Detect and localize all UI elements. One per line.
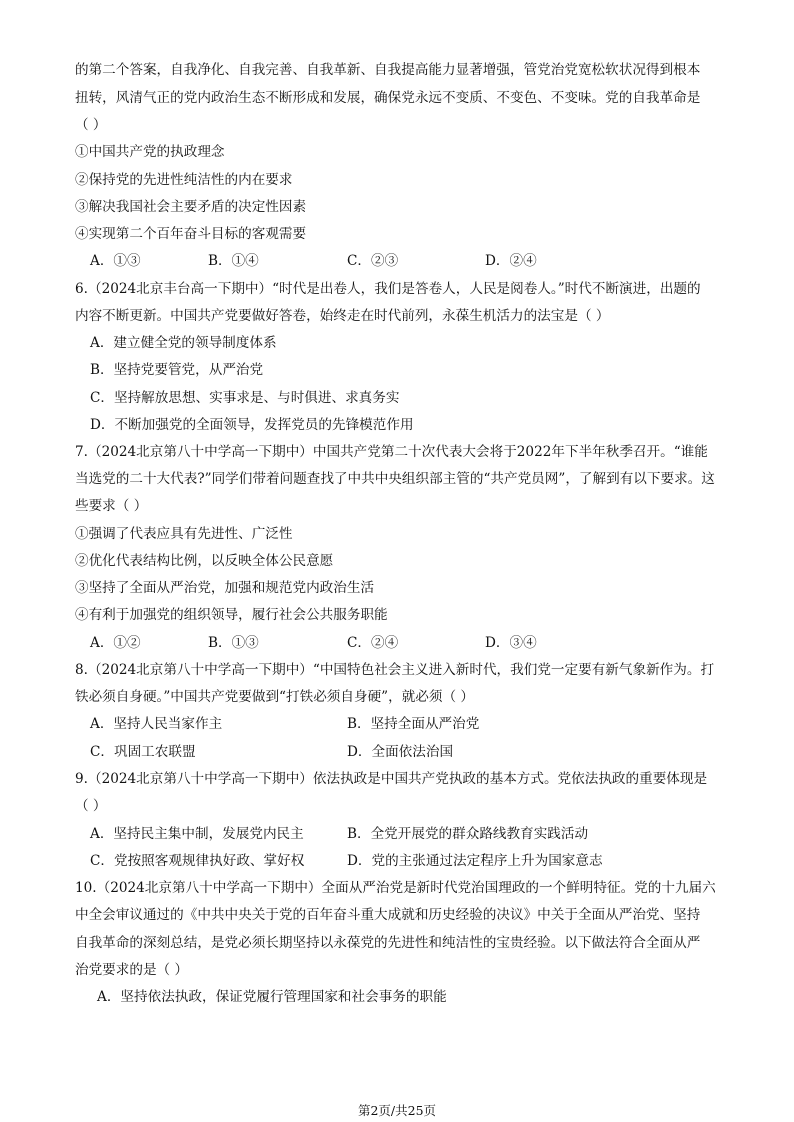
question-10-stem: 自我革命的深刻总结，是党必须长期坚持以永葆党的先进性和纯洁性的宝贵经验。以下做法符合全面从严 xyxy=(75,935,701,951)
question-8-stem: 8.（2024北京第八十中学高一下期中）“中国特色社会主义进入新时代，我们党一定要有新气象新作为。打 xyxy=(75,662,715,678)
question-text-line: 的第二个答案，自我净化、自我完善、自我革新、自我提高能力显著增强，管党治党宽松软状况得到根本 xyxy=(75,62,701,78)
question-text-line: 扭转，风清气正的党内政治生态不断形成和发展，确保党永远不变质、不变色、不变味。党的自我革命是 xyxy=(75,90,701,106)
option-b: B．全党开展党的群众路线教育实践活动 xyxy=(347,826,589,842)
answer-blank: （ ） xyxy=(75,117,107,133)
statement-item: ②保持党的先进性纯洁性的内在要求 xyxy=(75,172,293,188)
option-a: A．①③ xyxy=(90,253,141,269)
option-c: C．党按照客观规律执好政、掌好权 xyxy=(90,853,305,869)
option-d: D．③④ xyxy=(485,635,537,651)
option-c: C．②③ xyxy=(347,253,399,269)
option-b: B．①③ xyxy=(208,635,259,651)
statement-item: ②优化代表结构比例，以反映全体公民意愿 xyxy=(75,553,334,569)
option-a: A．①② xyxy=(90,635,141,651)
option-c: C．②④ xyxy=(347,635,399,651)
option-a: A．坚持民主集中制，发展党内民主 xyxy=(90,826,304,842)
option-d: D．②④ xyxy=(485,253,537,269)
question-10-stem: 10.（2024北京第八十中学高一下期中）全面从严治党是新时代党治国理政的一个鲜明特征。党的十九届六 xyxy=(75,880,716,896)
option-a: A．坚持人民当家作主 xyxy=(90,716,223,732)
statement-item: ③解决我国社会主要矛盾的决定性因素 xyxy=(75,199,307,215)
option-c: C．巩固工农联盟 xyxy=(90,744,196,760)
option-a: A．建立健全党的领导制度体系 xyxy=(90,335,277,351)
answer-blank: （ ） xyxy=(75,798,107,814)
question-6-stem: 6.（2024北京丰台高一下期中）“时代是出卷人，我们是答卷人，人民是阅卷人。”时代不断演进，出题的 xyxy=(75,281,701,297)
statement-item: ③坚持了全面从严治党，加强和规范党内政治生活 xyxy=(75,580,375,596)
question-10-stem: 中全会审议通过的《中共中央关于党的百年奋斗重大成就和历史经验的决议》中关于全面从严治党、坚持 xyxy=(75,907,701,923)
page-number: 第2页/共25页 xyxy=(357,1103,437,1118)
option-d: D．全面依法治国 xyxy=(347,744,454,760)
question-9-stem: 9.（2024北京第八十中学高一下期中）依法执政是中国共产党执政的基本方式。党依法执政的重要体现是 xyxy=(75,771,708,787)
statement-item: ④实现第二个百年奋斗目标的客观需要 xyxy=(75,226,307,242)
statement-item: ①强调了代表应具有先进性、广泛性 xyxy=(75,526,293,542)
question-7-stem: 7.（2024北京第八十中学高一下期中）中国共产党第二十次代表大会将于2022年下半年秋季召开。“谁能 xyxy=(75,444,708,460)
question-8-stem: 铁必须自身硬。”中国共产党要做到“打铁必须自身硬”，就必须（ ） xyxy=(75,689,474,705)
option-b: B．坚持全面从严治党 xyxy=(347,716,480,732)
statement-item: ④有利于加强党的组织领导，履行社会公共服务职能 xyxy=(75,607,388,623)
option-d: D．不断加强党的全面领导，发挥党员的先锋模范作用 xyxy=(90,417,414,433)
option-b: B．①④ xyxy=(208,253,259,269)
statement-item: ①中国共产党的执政理念 xyxy=(75,144,225,160)
option-c: C．坚持解放思想、实事求是、与时俱进、求真务实 xyxy=(90,390,400,406)
question-6-stem: 内容不断更新。中国共产党要做好答卷，始终走在时代前列，永葆生机活力的法宝是（ ） xyxy=(75,308,610,324)
option-d: D．党的主张通过法定程序上升为国家意志 xyxy=(347,853,603,869)
option-b: B．坚持党要管党，从严治党 xyxy=(90,362,264,378)
question-7-stem: 些要求（ ） xyxy=(75,498,148,514)
option-a: A．坚持依法执政，保证党履行管理国家和社会事务的职能 xyxy=(97,989,447,1005)
question-10-stem: 治党要求的是（ ） xyxy=(75,962,189,978)
question-7-stem: 当选党的二十大代表?”同学们带着问题查找了中共中央组织部主管的“共产党员网”，了解到有以下要求。这 xyxy=(75,471,715,487)
